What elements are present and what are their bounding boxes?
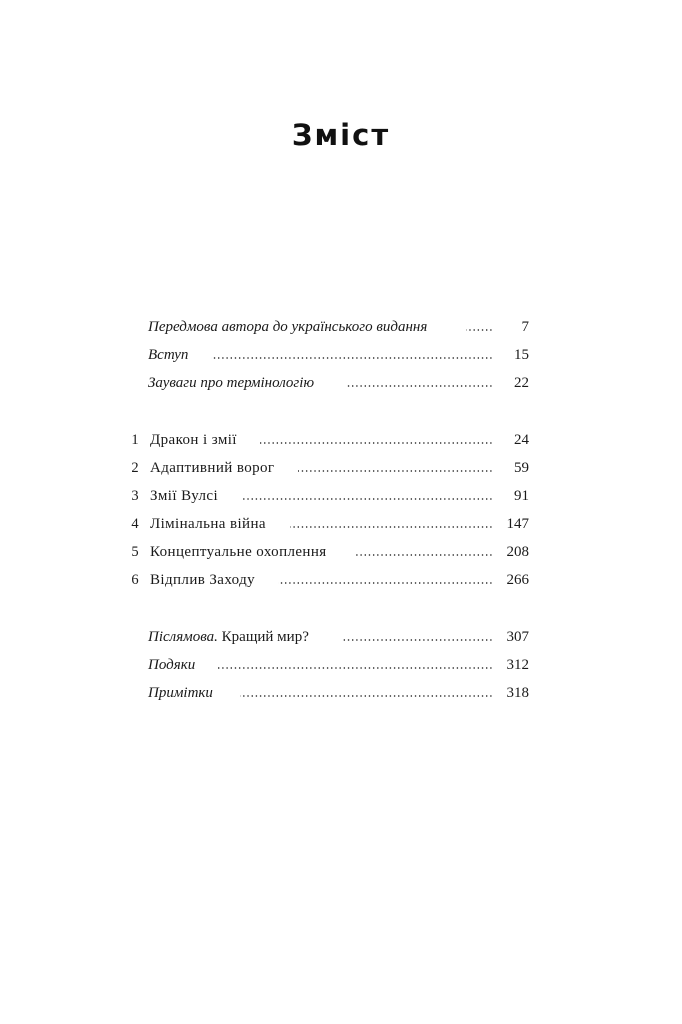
chapter-number: 1 <box>131 432 139 448</box>
afterword-subtitle: Кращий мир? <box>217 629 309 645</box>
chapter-number: 4 <box>131 516 139 532</box>
toc-entry-chapter-5[interactable] <box>0 541 682 563</box>
toc-entry-page: 7 <box>521 319 529 335</box>
toc-entry-label: Передмова автора до українського видання <box>148 319 428 335</box>
toc-entry-label: Концептуальне охоплення <box>150 544 327 560</box>
dot-leader <box>346 385 493 387</box>
toc-entry-label: Відплив Заходу <box>150 572 256 588</box>
page-title: Зміст <box>291 118 391 152</box>
toc-entry-page: 15 <box>514 347 529 363</box>
toc-entry-chapter-4[interactable] <box>0 513 682 535</box>
toc-entry-terminology[interactable] <box>0 372 682 394</box>
dot-leader <box>260 442 493 444</box>
toc-entry-page: 59 <box>514 460 529 476</box>
toc-entry-page: 307 <box>506 629 529 645</box>
toc-entry-label: Зауваги про термінологію <box>148 375 315 391</box>
chapter-number: 5 <box>131 544 139 560</box>
dot-leader <box>356 554 493 556</box>
toc-entry-page: 22 <box>514 375 529 391</box>
toc-entry-page: 312 <box>506 657 529 673</box>
toc-entry-chapter-6[interactable] <box>0 569 682 591</box>
toc-entry-label <box>148 626 309 648</box>
chapter-number: 3 <box>131 488 139 504</box>
dot-leader <box>240 695 493 697</box>
toc-entry-label: Лімінальна війна <box>150 516 266 532</box>
dot-leader <box>298 470 493 472</box>
toc-entry-afterword[interactable] <box>0 626 682 648</box>
dot-leader <box>217 667 493 669</box>
dot-leader <box>242 498 493 500</box>
toc-entry-label: Подяки <box>148 657 196 673</box>
toc-entry-page: 24 <box>514 432 529 448</box>
toc-entry-chapter-1[interactable] <box>0 429 682 451</box>
dot-leader <box>342 639 493 641</box>
dot-leader <box>278 582 493 584</box>
toc-entry-chapter-2[interactable] <box>0 457 682 479</box>
toc-entry-page: 208 <box>506 544 529 560</box>
dot-leader <box>211 357 493 359</box>
toc-entry-chapter-3[interactable] <box>0 485 682 507</box>
afterword-label: Післямова. <box>148 629 218 645</box>
toc-entry-notes[interactable] <box>0 682 682 704</box>
toc-entry-page: 91 <box>514 488 529 504</box>
toc-entry-acknowledgements[interactable] <box>0 654 682 676</box>
toc-entry-label: Адаптивний ворог <box>150 460 275 476</box>
toc-entry-page: 266 <box>506 572 529 588</box>
dot-leader <box>466 329 493 331</box>
toc-entry-label: Примітки <box>148 685 213 701</box>
toc-entry-introduction[interactable] <box>0 344 682 366</box>
toc-entry-preface[interactable] <box>0 316 682 338</box>
toc-entry-page: 318 <box>506 685 529 701</box>
toc-entry-label: Дракон і змії <box>150 432 237 448</box>
toc-entry-label: Змії Вулсі <box>150 488 219 504</box>
toc-entry-label: Вступ <box>148 347 189 363</box>
dot-leader <box>290 526 493 528</box>
chapter-number: 6 <box>131 572 139 588</box>
chapter-number: 2 <box>131 460 139 476</box>
toc-entry-page: 147 <box>506 516 529 532</box>
